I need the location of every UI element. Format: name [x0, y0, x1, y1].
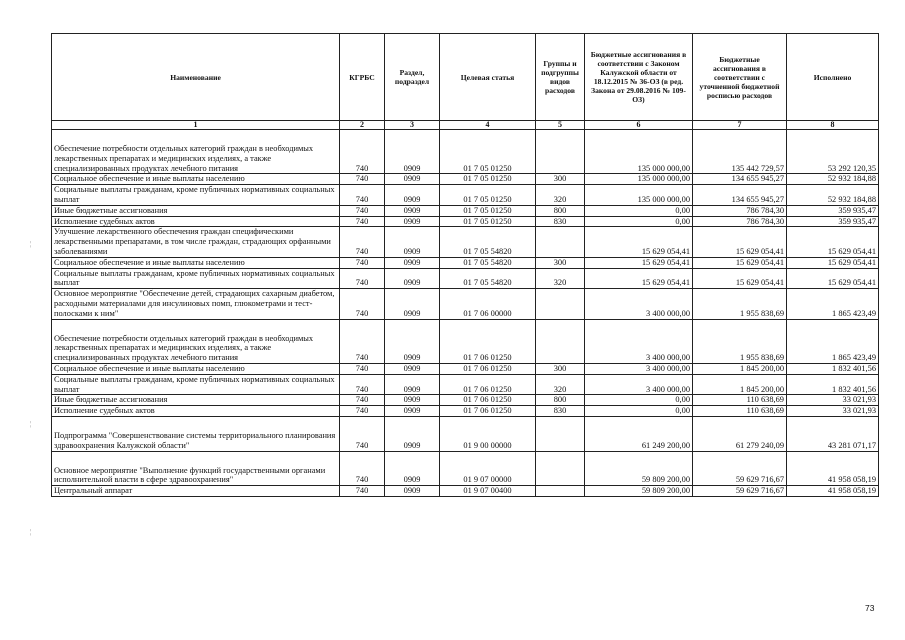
row-law-amount: 0,00	[585, 395, 693, 406]
row-law-amount: 59 809 200,00	[585, 486, 693, 497]
row-section: 0909	[385, 185, 440, 206]
table-row	[52, 406, 879, 417]
row-group: 830	[536, 216, 585, 227]
row-group	[536, 227, 585, 257]
row-section: 0909	[385, 268, 440, 289]
table-row	[52, 174, 879, 185]
column-number: 5	[536, 121, 585, 130]
header-executed: Исполнено	[787, 34, 879, 121]
row-refined-amount: 1 845 200,00	[693, 374, 787, 395]
row-law-amount: 135 000 000,00	[585, 130, 693, 174]
header-refined: Бюджетные ассигнования в соответствии с уточненной бюджетной росписью расходов	[693, 34, 787, 121]
row-name: Улучшение лекарственного обеспечения граждан специфическими лекарственными препаратами, в том числе граждан, страдающих орфанными заболеваниями	[52, 227, 340, 257]
row-kgrbs: 740	[340, 227, 385, 257]
column-number: 3	[385, 121, 440, 130]
row-target: 01 7 06 01250	[440, 406, 536, 417]
row-section: 0909	[385, 395, 440, 406]
row-kgrbs: 740	[340, 289, 385, 319]
table-row	[52, 319, 879, 363]
column-number: 6	[585, 121, 693, 130]
row-group: 320	[536, 185, 585, 206]
table-row	[52, 268, 879, 289]
row-kgrbs: 740	[340, 130, 385, 174]
header-name: Наименование	[52, 34, 340, 121]
margin-mark: ¦	[30, 240, 32, 248]
table-row	[52, 451, 879, 486]
column-number: 2	[340, 121, 385, 130]
row-executed-amount: 359 935,47	[787, 205, 879, 216]
row-section: 0909	[385, 319, 440, 363]
row-refined-amount: 134 655 945,27	[693, 185, 787, 206]
row-name: Социальное обеспечение и иные выплаты населению	[52, 363, 340, 374]
table-row	[52, 130, 879, 174]
row-target: 01 9 00 00000	[440, 416, 536, 451]
row-target: 01 7 06 01250	[440, 319, 536, 363]
row-law-amount: 135 000 000,00	[585, 185, 693, 206]
row-group: 320	[536, 374, 585, 395]
row-section: 0909	[385, 257, 440, 268]
row-executed-amount: 15 629 054,41	[787, 268, 879, 289]
margin-mark: ¦	[30, 528, 32, 536]
row-name: Подпрограмма "Совершенствование системы территориального планирования здравоохранения Калужской области"	[52, 416, 340, 451]
header-groups: Группы и подгруппы видов расходов	[536, 34, 585, 121]
row-law-amount: 61 249 200,00	[585, 416, 693, 451]
table-row	[52, 216, 879, 227]
row-kgrbs: 740	[340, 486, 385, 497]
row-refined-amount: 59 629 716,67	[693, 486, 787, 497]
row-section: 0909	[385, 451, 440, 486]
table-row	[52, 486, 879, 497]
column-number: 1	[52, 121, 340, 130]
row-executed-amount: 41 958 058,19	[787, 451, 879, 486]
header-row	[52, 34, 879, 121]
row-section: 0909	[385, 205, 440, 216]
column-number: 8	[787, 121, 879, 130]
row-group	[536, 289, 585, 319]
row-name: Иные бюджетные ассигнования	[52, 395, 340, 406]
row-group	[536, 130, 585, 174]
row-target: 01 7 05 01250	[440, 216, 536, 227]
row-target: 01 7 06 00000	[440, 289, 536, 319]
row-refined-amount: 15 629 054,41	[693, 257, 787, 268]
row-refined-amount: 1 845 200,00	[693, 363, 787, 374]
row-group	[536, 319, 585, 363]
row-group	[536, 451, 585, 486]
row-section: 0909	[385, 374, 440, 395]
row-section: 0909	[385, 486, 440, 497]
row-law-amount: 3 400 000,00	[585, 374, 693, 395]
row-refined-amount: 135 442 729,57	[693, 130, 787, 174]
row-executed-amount: 41 958 058,19	[787, 486, 879, 497]
row-refined-amount: 1 955 838,69	[693, 319, 787, 363]
row-kgrbs: 740	[340, 185, 385, 206]
row-refined-amount: 786 784,30	[693, 216, 787, 227]
row-refined-amount: 59 629 716,67	[693, 451, 787, 486]
row-name: Социальное обеспечение и иные выплаты населению	[52, 174, 340, 185]
budget-table	[51, 33, 879, 497]
row-refined-amount: 110 638,69	[693, 406, 787, 417]
row-name: Обеспечение потребности отдельных категорий граждан в необходимых лекарственных препаратах и медицинских изделиях, а также специализированных продуктах лечебного питания	[52, 130, 340, 174]
row-target: 01 7 05 54820	[440, 268, 536, 289]
row-section: 0909	[385, 416, 440, 451]
row-law-amount: 3 400 000,00	[585, 289, 693, 319]
row-target: 01 7 05 54820	[440, 227, 536, 257]
row-kgrbs: 740	[340, 374, 385, 395]
row-law-amount: 3 400 000,00	[585, 319, 693, 363]
row-target: 01 7 05 01250	[440, 130, 536, 174]
table-body	[52, 130, 879, 497]
row-executed-amount: 43 281 071,17	[787, 416, 879, 451]
table-row	[52, 289, 879, 319]
row-group: 830	[536, 406, 585, 417]
table-row	[52, 395, 879, 406]
row-law-amount: 15 629 054,41	[585, 268, 693, 289]
row-target: 01 7 05 01250	[440, 174, 536, 185]
row-law-amount: 135 000 000,00	[585, 174, 693, 185]
row-law-amount: 59 809 200,00	[585, 451, 693, 486]
row-target: 01 7 05 54820	[440, 257, 536, 268]
row-target: 01 7 05 01250	[440, 185, 536, 206]
row-kgrbs: 740	[340, 174, 385, 185]
row-name: Социальные выплаты гражданам, кроме публичных нормативных социальных выплат	[52, 185, 340, 206]
row-law-amount: 0,00	[585, 406, 693, 417]
row-refined-amount: 61 279 240,09	[693, 416, 787, 451]
row-target: 01 7 06 01250	[440, 395, 536, 406]
row-group: 300	[536, 174, 585, 185]
row-section: 0909	[385, 130, 440, 174]
row-executed-amount: 1 865 423,49	[787, 319, 879, 363]
row-law-amount: 15 629 054,41	[585, 257, 693, 268]
row-target: 01 7 05 01250	[440, 205, 536, 216]
row-name: Иные бюджетные ассигнования	[52, 205, 340, 216]
row-kgrbs: 740	[340, 216, 385, 227]
table-row	[52, 185, 879, 206]
row-executed-amount: 359 935,47	[787, 216, 879, 227]
row-group	[536, 486, 585, 497]
row-law-amount: 3 400 000,00	[585, 363, 693, 374]
row-name: Социальное обеспечение и иные выплаты населению	[52, 257, 340, 268]
row-kgrbs: 740	[340, 416, 385, 451]
row-executed-amount: 1 832 401,56	[787, 363, 879, 374]
row-group: 800	[536, 395, 585, 406]
column-number: 4	[440, 121, 536, 130]
row-name: Социальные выплаты гражданам, кроме публичных нормативных социальных выплат	[52, 374, 340, 395]
row-refined-amount: 1 955 838,69	[693, 289, 787, 319]
column-number-row	[52, 121, 879, 130]
row-executed-amount: 33 021,93	[787, 406, 879, 417]
row-kgrbs: 740	[340, 257, 385, 268]
row-name: Основное мероприятие "Выполнение функций государственными органами исполнительной власти в сфере здравоохранения"	[52, 451, 340, 486]
row-section: 0909	[385, 363, 440, 374]
row-refined-amount: 110 638,69	[693, 395, 787, 406]
row-group	[536, 416, 585, 451]
row-kgrbs: 740	[340, 268, 385, 289]
row-section: 0909	[385, 289, 440, 319]
row-name: Исполнение судебных актов	[52, 216, 340, 227]
row-name: Центральный аппарат	[52, 486, 340, 497]
row-kgrbs: 740	[340, 319, 385, 363]
row-name: Социальные выплаты гражданам, кроме публичных нормативных социальных выплат	[52, 268, 340, 289]
row-kgrbs: 740	[340, 363, 385, 374]
row-kgrbs: 740	[340, 395, 385, 406]
row-section: 0909	[385, 227, 440, 257]
row-target: 01 9 07 00400	[440, 486, 536, 497]
row-refined-amount: 15 629 054,41	[693, 268, 787, 289]
row-refined-amount: 134 655 945,27	[693, 174, 787, 185]
row-kgrbs: 740	[340, 406, 385, 417]
row-refined-amount: 786 784,30	[693, 205, 787, 216]
row-group: 800	[536, 205, 585, 216]
table-row	[52, 374, 879, 395]
row-name: Основное мероприятие "Обеспечение детей, страдающих сахарным диабетом, расходными материалами для инсулиновых помп, глюкометрами и тест-полосками к ним"	[52, 289, 340, 319]
row-group: 300	[536, 257, 585, 268]
row-executed-amount: 33 021,93	[787, 395, 879, 406]
row-section: 0909	[385, 216, 440, 227]
row-refined-amount: 15 629 054,41	[693, 227, 787, 257]
table-row	[52, 227, 879, 257]
row-target: 01 7 06 01250	[440, 363, 536, 374]
row-target: 01 9 07 00000	[440, 451, 536, 486]
row-target: 01 7 06 01250	[440, 374, 536, 395]
table-row	[52, 205, 879, 216]
row-name: Исполнение судебных актов	[52, 406, 340, 417]
margin-mark: ¦	[30, 420, 32, 428]
column-number: 7	[693, 121, 787, 130]
row-executed-amount: 15 629 054,41	[787, 257, 879, 268]
row-section: 0909	[385, 174, 440, 185]
table-row	[52, 363, 879, 374]
row-group: 300	[536, 363, 585, 374]
row-group: 320	[536, 268, 585, 289]
row-law-amount: 15 629 054,41	[585, 227, 693, 257]
table-row	[52, 257, 879, 268]
row-executed-amount: 1 832 401,56	[787, 374, 879, 395]
row-executed-amount: 53 292 120,35	[787, 130, 879, 174]
row-kgrbs: 740	[340, 451, 385, 486]
row-executed-amount: 52 932 184,88	[787, 174, 879, 185]
row-name: Обеспечение потребности отдельных категорий граждан в необходимых лекарственных препаратах и медицинских изделиях, а также специализированных продуктах лечебного питания	[52, 319, 340, 363]
row-law-amount: 0,00	[585, 205, 693, 216]
row-law-amount: 0,00	[585, 216, 693, 227]
row-executed-amount: 15 629 054,41	[787, 227, 879, 257]
header-section: Раздел, подраздел	[385, 34, 440, 121]
header-target: Целевая статья	[440, 34, 536, 121]
header-law: Бюджетные ассигнования в соответствии с Законом Калужской области от 18.12.2015 № 36-ОЗ (в ред. Закона от 29.08.2016 № 109-ОЗ)	[585, 34, 693, 121]
row-section: 0909	[385, 406, 440, 417]
row-kgrbs: 740	[340, 205, 385, 216]
page-number: 73	[865, 603, 875, 613]
row-executed-amount: 1 865 423,49	[787, 289, 879, 319]
header-kgrbs: КГРБС	[340, 34, 385, 121]
table-row	[52, 416, 879, 451]
row-executed-amount: 52 932 184,88	[787, 185, 879, 206]
